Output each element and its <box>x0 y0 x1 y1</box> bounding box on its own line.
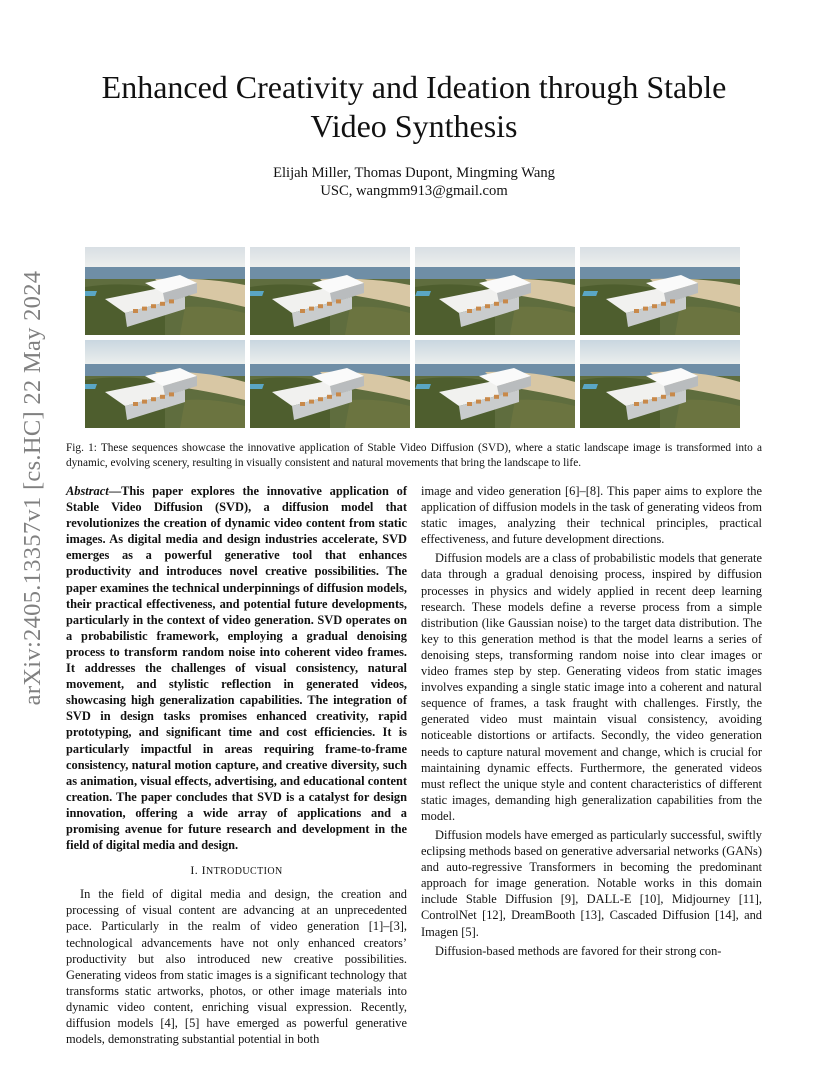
landscape-scene <box>250 340 410 428</box>
abstract <box>66 483 407 853</box>
video-frame-2 <box>250 247 410 335</box>
section-title-initial: I <box>201 863 206 878</box>
video-frame-5 <box>85 340 245 428</box>
landscape-scene <box>580 247 740 335</box>
author-affiliation: USC, wangmm913@gmail.com <box>320 183 508 199</box>
video-frame-3 <box>415 247 575 335</box>
landscape-scene <box>250 247 410 335</box>
intro-paragraph-1: In the field of digital media and design, the creation and processing of visual content are advancing at an unprecedented pace. Particularly in the realm of video generation [1]–[3], technological advancements have not only enhanced creators’ productivity but also introduced new creative possibilities. Generating videos from static images is a significant technology that transforms static artworks, photos, or other image materials into dynamic video content, enriching visual expression. Recently, diffusion models [4], [5] have emerged as powerful generative models, demonstrating substantial potential in both <box>66 887 407 1047</box>
arxiv-identifier-text: arXiv:2405.13357v1 [cs.HC] 22 May 2024 <box>19 270 46 706</box>
video-frame-1 <box>85 247 245 335</box>
landscape-scene <box>85 247 245 335</box>
video-frame-6 <box>250 340 410 428</box>
left-column <box>66 483 407 1047</box>
paper-title: Enhanced Creativity and Ideation through Stable Video Synthesis <box>101 69 727 144</box>
section-heading-introduction <box>66 862 407 880</box>
video-frame-4 <box>580 247 740 335</box>
landscape-scene <box>580 340 740 428</box>
figure-1-image-grid <box>85 244 743 430</box>
arxiv-identifier-stamp <box>19 270 46 706</box>
video-frame-8 <box>580 340 740 428</box>
abstract-lead: Abstract <box>66 484 109 498</box>
intro-paragraph-2: Diffusion models are a class of probabilistic models that generate data through a gradual denoising process, inspired by diffusion processes in physics and widely applied in recent deep learning research. These models define a reverse process from a simple distribution (like Gaussian noise) to the target data distribution. The key to this generation method is that the model learns a series of denoising steps, transforming random noise into clear images or video frames step by step. Generating videos from static images involves expanding a single static image into a coherent and natural sequence of frames, a task fraught with challenges. Firstly, the generated video must maintain visual consistency, avoiding noticeable distortions or artifacts. Secondly, the video generation needs to capture natural movement and change, which is crucial for maintaining dynamic effects. Furthermore, the generated videos must reflect the unique style and content characteristics of different static images, demanding high generalization capabilities from the model. <box>421 551 762 823</box>
right-column <box>421 483 762 959</box>
section-numeral: I. <box>190 863 199 878</box>
figure-1-caption: Fig. 1: These sequences showcase the innovative application of Stable Video Diffusion (SVD), where a static landscape image is transformed into a dynamic, evolving scenery, resulting in visually consistent and natural movements that bring the landscape to life. <box>66 442 762 469</box>
landscape-scene <box>415 340 575 428</box>
landscape-scene <box>415 247 575 335</box>
abstract-text: —This paper explores the innovative application of Stable Video Diffusion (SVD), a diffusion model that revolutionizes the creation of dynamic video content from static images. As digital media and design industries accelerate, SVD emerges as a powerful generative tool that enhances productivity and introduces novel creative possibilities. The paper examines the technical underpinnings of diffusion models, their practical effectiveness, and potential future developments, particularly in the context of video generation. SVD operates on a probabilistic framework, employing a gradual denoising process to transform random noise into coherent video frames. It addresses the challenges of visual consistency, natural movement, and stylistic reflection in generated videos, showcasing high generalization capabilities. The integration of SVD in design tasks promises enhanced creativity, rapid prototyping, and significant time and cost efficiencies. It is particularly impactful in areas requiring frame-to-frame consistency, natural motion capture, and creative diversity, such as animation, visual effects, advertising, and educational content creation. The paper concludes that SVD is a catalyst for design innovation, offering a wide array of applications and a promising avenue for future research and development in the field of digital media and design. <box>66 484 407 853</box>
section-title-rest: NTRODUCTION <box>205 866 283 878</box>
video-frame-7 <box>415 340 575 428</box>
intro-paragraph-4: Diffusion-based methods are favored for their strong con- <box>435 943 722 958</box>
landscape-scene <box>85 340 245 428</box>
author-names: Elijah Miller, Thomas Dupont, Mingming Wang <box>273 165 555 181</box>
intro-paragraph-3: Diffusion models have emerged as particularly successful, swiftly eclipsing methods based on generative adversarial networks (GANs) and auto-regressive Transformers in becoming the predominant approach for image generation. Notable works in this domain include Stable Diffusion [9], DALL-E [10], Midjourney [11], ControlNet [12], DreamBooth [13], Cascaded Diffusion [14], and Imagen [5]. <box>421 827 762 939</box>
intro-paragraph-continued: image and video generation [6]–[8]. This paper aims to explore the application of diffusion models in the task of generating videos from static images, analyzing their technical principles, practical effectiveness, and future development directions. <box>421 484 762 547</box>
author-block <box>0 164 828 200</box>
